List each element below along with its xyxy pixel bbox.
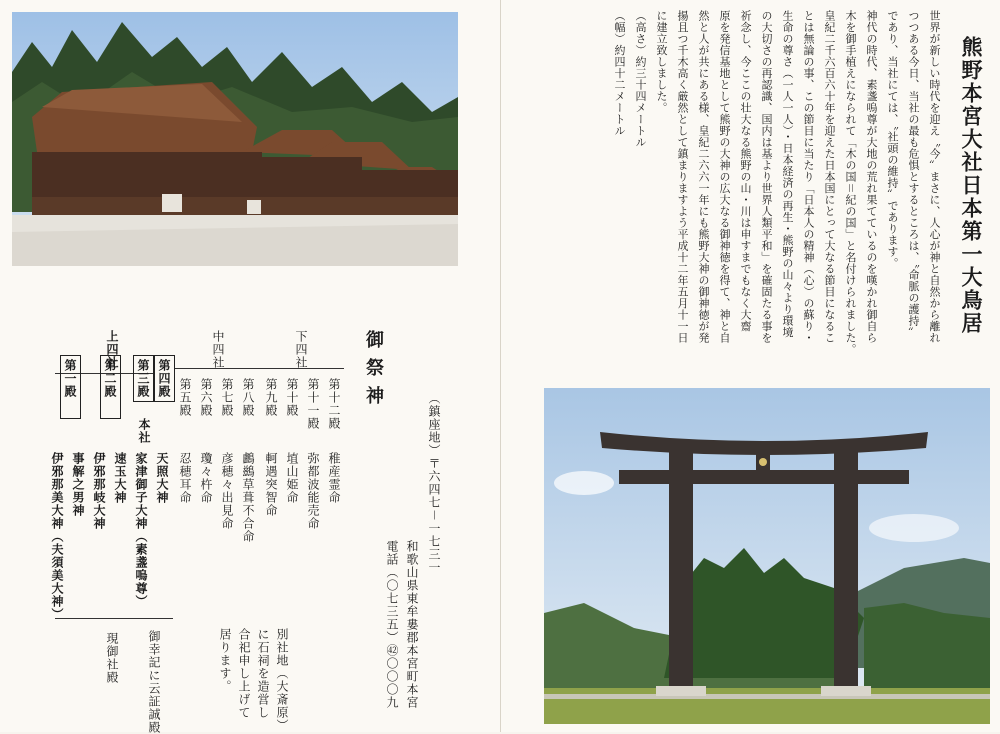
address-location: 和歌山県東牟婁郡本宮町本宮 — [405, 540, 419, 709]
deity-1: 伊邪那岐大神 — [92, 452, 106, 530]
group-label-kami: 上四社 — [105, 330, 119, 369]
betsusha-line-2: に石祠を造営し — [256, 628, 270, 719]
hall-9: 第九殿 — [264, 378, 278, 417]
address-phone: 電話（〇七三五）㊷〇〇〇九 — [385, 540, 399, 709]
deity-9: 軻遇突智命 — [264, 452, 278, 517]
hall-8: 第八殿 — [241, 378, 255, 417]
deity-izanami: 伊邪那美大神（夫須美大神） — [50, 452, 64, 621]
gensha-label: 現御社殿 — [105, 632, 119, 684]
hall-10: 第十殿 — [285, 378, 299, 417]
hall-7: 第七殿 — [220, 378, 234, 417]
deity-kotosakanoo: 事解之男神 — [71, 452, 85, 517]
deity-4: 天照大神 — [155, 452, 169, 504]
group-label-shimo: 下四社 — [294, 330, 308, 369]
betsusha-line-3: 合祀申し上げて — [237, 628, 251, 719]
body-line-14: に建立致しました。 — [655, 10, 668, 114]
address-postal: （鎮座地）〒六四七－一七三一 — [427, 392, 441, 575]
body-line-8: 生命の尊さ（一人一人）・日本経済の再生・熊野の山々より環境 — [781, 10, 794, 338]
group-label-naka: 中四社 — [211, 330, 225, 369]
betsusha-line-4: 居ります。 — [218, 628, 232, 693]
shrine-photo — [12, 12, 458, 266]
body-line-10: 祈念し、今ここの壮大なる熊野の山・川は申すまでもなく大齋 — [739, 10, 752, 332]
body-line-2: つつある今日、当社の最も危惧とするところは、〝命脈の護持〟 — [907, 10, 920, 338]
torii-photo — [544, 388, 990, 724]
deity-10: 埴山姫命 — [285, 452, 299, 504]
body-line-1: 世界が新しい時代を迎え〝今〟まさに、人心が神と自然から離れ — [928, 10, 941, 344]
deity-2: 速玉大神 — [113, 452, 127, 504]
right-page — [501, 0, 1000, 732]
body-line-13: 揚且つ千木高く厳然として鎮まりますよう平成十二年五月十一日 — [676, 10, 689, 344]
group-bracket-naka — [174, 368, 258, 369]
hall-2: 第二殿 — [100, 355, 121, 419]
height-label: （高さ）約三十四メートル — [634, 10, 647, 148]
hall-4: 第四殿 — [154, 355, 175, 402]
betsusha-line-1: 別社地（大斎原） — [275, 628, 289, 732]
shrine-photo-image — [12, 12, 458, 266]
hall-3: 第三殿 — [133, 355, 154, 402]
body-line-9: の大切さの再認識、国内は基より世界人類平和」を確固たる事を — [760, 10, 773, 344]
hall-5: 第五殿 — [178, 378, 192, 417]
left-page — [0, 0, 501, 732]
hall-11: 第十一殿 — [306, 378, 320, 430]
hall-6: 第六殿 — [199, 378, 213, 417]
body-text — [565, 10, 945, 365]
body-line-7: とは無論の事、この節目に当たり「日本人の精神（心）の蘇り・ — [802, 10, 815, 344]
bottom-bracket — [55, 618, 173, 619]
body-line-3: であり、当社にては、〝社頭の維持〟であります。 — [886, 10, 899, 269]
deity-5: 忍穂耳命 — [178, 452, 192, 504]
hall-1: 第一殿 — [60, 355, 81, 419]
torii-photo-image — [544, 388, 990, 724]
deity-6: 瓊々杵命 — [199, 452, 213, 504]
deity-12: 稚産霊命 — [327, 452, 341, 504]
body-line-12: 然と人が共にある様、皇紀二六六一年にも熊野大神の御神徳が発 — [697, 10, 710, 344]
body-line-6: 皇紀二千六百六十年を迎えた日本国にとって大なる節目になるこ — [823, 10, 836, 344]
gokouki-note: 御幸記に云証誠殿 — [147, 630, 161, 734]
body-line-11: 原を発信基地として熊野の大神の広大なる御神徳を得て、神と自 — [718, 10, 731, 344]
page-title: 熊野本宮大社日本第一大鳥居 — [959, 36, 984, 335]
group-bracket-shimo — [258, 368, 344, 369]
group-label-honsha: 本社 — [137, 418, 151, 444]
deity-11: 弥都波能売命 — [306, 452, 320, 530]
body-line-4: 神代の時代、素盞嗚尊が大地の荒れ果てているのを嘆かれ御自ら — [865, 10, 878, 344]
body-line-5: 木を御手植えになられて「木の国＝紀の国」と名付けられました。 — [844, 10, 857, 355]
deity-3: 家津御子大神（素盞嗚尊） — [134, 452, 148, 608]
deity-8: 鸕鷀草葺不合命 — [241, 452, 255, 543]
hall-12: 第十二殿 — [327, 378, 341, 430]
page-heading: 御祭神 — [363, 330, 384, 414]
deity-7: 彦穂々出見命 — [220, 452, 234, 530]
width-label: （幅）約四十二メートル — [613, 10, 626, 137]
